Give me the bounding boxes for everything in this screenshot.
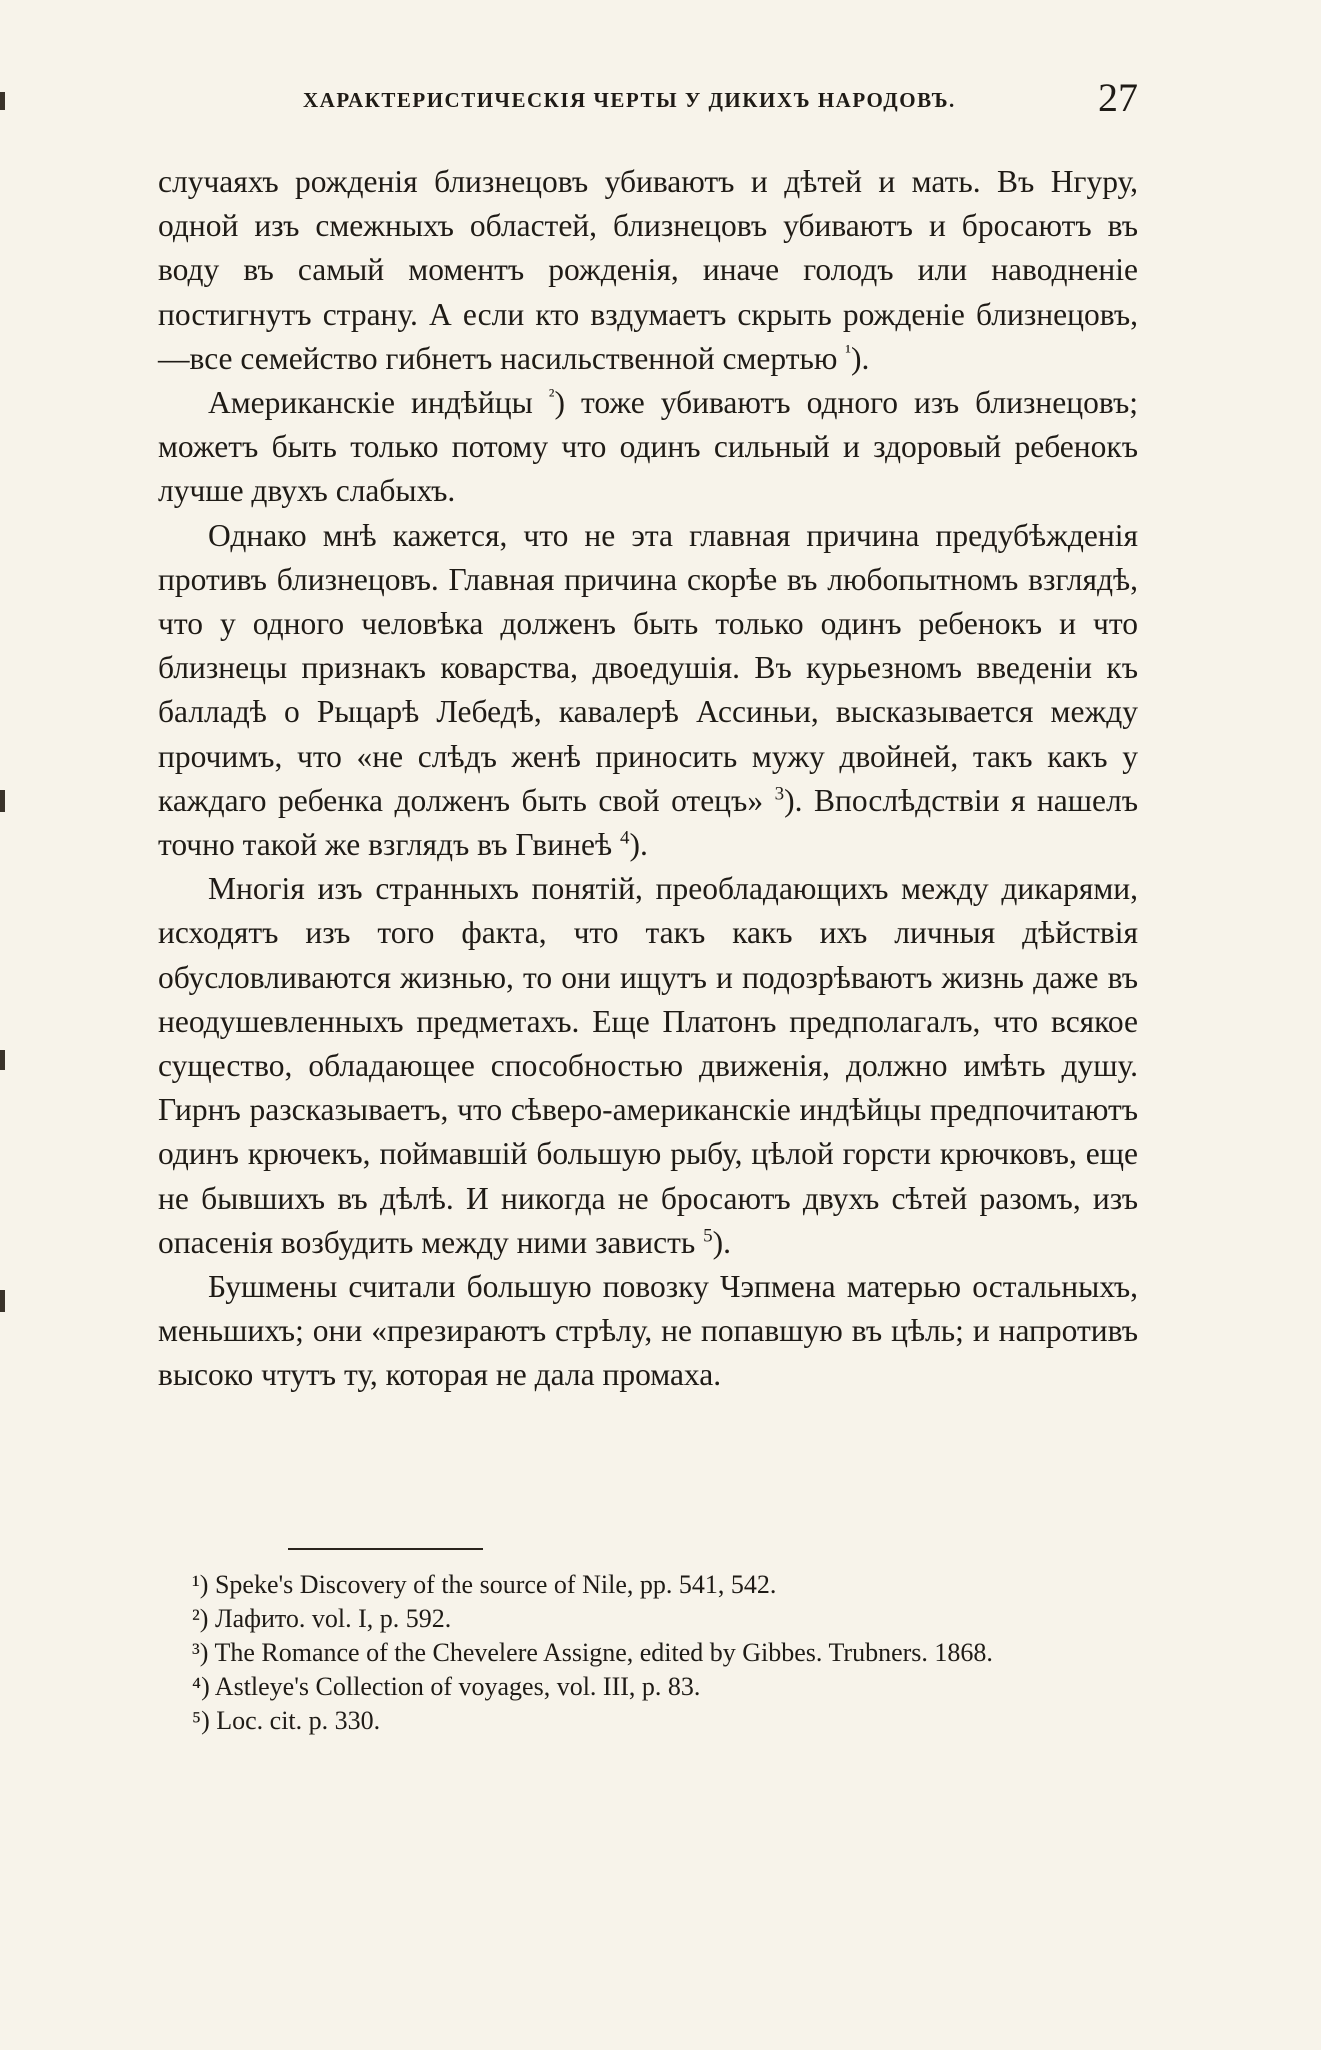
paragraph <box>158 1265 1138 1398</box>
footnote-ref: ² <box>548 385 555 407</box>
footnote-mark: ³ <box>192 1638 200 1667</box>
binding-edge-mark <box>0 1290 5 1312</box>
paragraph-text: ). <box>629 827 648 863</box>
main-text <box>158 160 1138 1398</box>
footnote-ref: ¹ <box>845 341 851 363</box>
paragraph <box>158 867 1138 1265</box>
footnote <box>170 1568 1138 1602</box>
paragraph-text: ). Впослѣдствіи я нашелъ точно такой же взглядъ въ Гвинеѣ <box>158 782 1139 863</box>
footnote-ref: 4 <box>619 827 630 849</box>
paragraph-text: Бушмены считали большую повозку Чэпмена матерью остальныхъ, меньшихъ; они «презираютъ стрѣлу, не попавшую въ цѣль; и напротивъ высоко чтутъ ту, которая не дала промаха. <box>158 1269 1138 1393</box>
paragraph <box>158 514 1138 868</box>
footnote <box>170 1704 1138 1738</box>
paragraph <box>158 381 1138 514</box>
paragraph-text: Американскіе индѣйцы <box>208 385 533 421</box>
page-number: 27 <box>1098 75 1138 120</box>
footnotes <box>170 1568 1138 1738</box>
paragraph-text: Однако мнѣ кажется, что не эта главная причина предубѣжденія противъ близнецовъ. Главная причина скорѣе въ любопытномъ взглядѣ, что у одного человѣка долженъ быть только одинъ ребенокъ и что близнецы признакъ коварства, двоедушія. Въ курьезномъ введеніи къ балладѣ о Рыцарѣ Лебедѣ, кавалерѣ Ассиньи, высказывается между прочимъ, что «не слѣдъ женѣ приносить мужу двойней, такъ какъ у каждаго ребенка долженъ быть свой отецъ» <box>158 517 1138 818</box>
footnote-text: ) Speke's Discovery of the source of Nile, pp. 541, 542. <box>199 1570 777 1599</box>
binding-edge-mark <box>0 790 5 812</box>
footnote-mark: ⁴ <box>192 1672 202 1701</box>
footnote-mark: ² <box>192 1604 200 1633</box>
footnote-mark: ¹ <box>192 1570 200 1599</box>
footnote-ref: 5 <box>703 1225 713 1247</box>
paragraph-text: случаяхъ рожденія близнецовъ убиваютъ и дѣтей и мать. Въ Нгуру, одной изъ смежныхъ областей, близнецовъ убиваютъ и бросаютъ въ воду въ самый моментъ рожденія, иначе голодъ или наводненіе постигнутъ страну. А если кто вздумаетъ скрыть рожденіе близнецовъ,—все семейство гибнетъ насильственной смертью <box>158 164 1138 376</box>
footnote <box>170 1602 1138 1636</box>
binding-edge-mark <box>0 92 5 110</box>
page-header <box>168 75 1138 132</box>
footnote-text: ) Astleye's Collection of voyages, vol. III, p. 83. <box>201 1672 701 1701</box>
footnote <box>170 1636 1138 1670</box>
footnote-separator <box>288 1548 483 1550</box>
footnote-text: ) The Romance of the Chevelere Assigne, edited by Gibbes. Trubners. 1868. <box>199 1638 993 1667</box>
paragraph-text: Многія изъ странныхъ понятій, преобладающихъ между дикарями, исходятъ изъ того факта, что такъ какъ ихъ личныя дѣйствія обусловливаются жизнью, то они ищутъ и подозрѣваютъ жизнь даже въ неодушевленныхъ предметахъ. Еще Платонъ предполагалъ, что всякое существо, обладающее способностью движенія, должно имѣть душу. Гирнъ разсказываетъ, что сѣверо-американскіе индѣйцы предпочитаютъ одинъ крючекъ, поймавшій большую рыбу, цѣлой горсти крючковъ, еще не бывшихъ въ дѣлѣ. И никогда не бросаютъ двухъ сѣтей разомъ, изъ опасенія возбудить между ними зависть <box>158 871 1138 1260</box>
paragraph-text: ). <box>850 340 870 376</box>
footnote <box>170 1670 1138 1704</box>
running-title: ХАРАКТЕРИСТИЧЕСКІЯ ЧЕРТЫ У ДИКИХЪ НАРОДОВЪ. <box>303 88 956 112</box>
paragraph-text: ). <box>712 1224 731 1260</box>
footnote-mark: ⁵ <box>192 1706 202 1735</box>
binding-edge-mark <box>0 1050 5 1070</box>
footnote-text: ) Loc. cit. p. 330. <box>201 1706 381 1735</box>
paragraph <box>158 160 1138 381</box>
footnote-text: ) Лафито. vol. I, p. 592. <box>199 1604 452 1633</box>
footnote-ref: 3 <box>774 783 785 805</box>
paragraph-text: ) тоже убиваютъ одного изъ близнецовъ; можетъ быть только потому что одинъ сильный и здоровый ребенокъ лучше двухъ слабыхъ. <box>158 385 1138 509</box>
